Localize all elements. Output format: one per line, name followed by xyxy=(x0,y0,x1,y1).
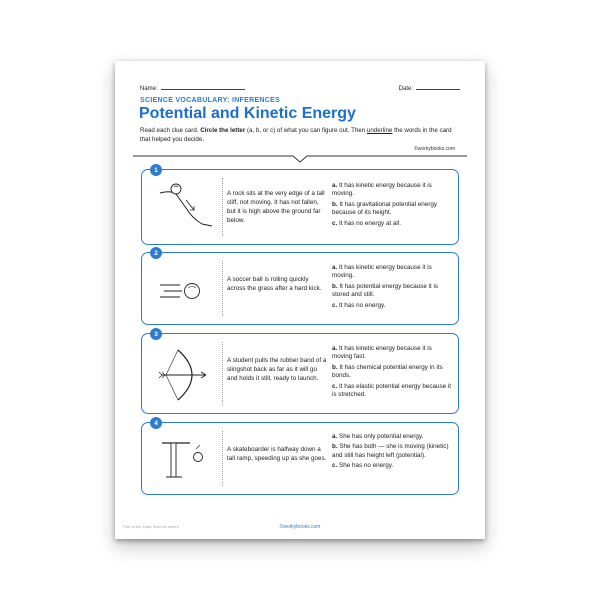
option-a[interactable] xyxy=(332,345,452,362)
option-letter: a. xyxy=(332,182,338,189)
option-text: It has kinetic energy because it is moving. xyxy=(332,182,432,198)
worksheet-title: Potential and Kinetic Energy xyxy=(139,105,356,122)
card-number-badge: 4 xyxy=(150,417,162,429)
option-text: She has no energy. xyxy=(339,462,394,470)
answer-options xyxy=(332,345,452,401)
option-text: It has kinetic energy because it is moving fast. xyxy=(332,345,432,361)
card-divider-line xyxy=(222,431,223,486)
card-number-badge: 3 xyxy=(150,328,162,340)
instructions xyxy=(140,126,462,144)
instructions-text-1: Read each clue card. xyxy=(140,127,201,134)
option-letter: b. xyxy=(332,200,338,208)
option-text: It has kinetic energy because it is moving. xyxy=(332,264,432,280)
series-note: Part of the Daily Science series xyxy=(123,524,179,529)
option-letter: b. xyxy=(332,443,338,451)
clue-text: A soccer ball is rolling quickly across the grass after a hard kick. xyxy=(227,276,322,292)
card-divider-line xyxy=(222,178,223,236)
option-b[interactable] xyxy=(332,443,452,460)
instructions-bold: Circle the letter xyxy=(200,127,246,134)
ball-on-cliff-icon xyxy=(156,180,216,235)
clue-card-3 xyxy=(141,330,459,414)
option-letter: a. xyxy=(332,433,338,440)
option-c[interactable] xyxy=(332,383,452,400)
ramp-ball-icon xyxy=(156,435,216,485)
instructions-underline: underline xyxy=(366,127,393,134)
instructions-text-2: (a, b, or c) of what you can figure out. Then xyxy=(245,127,367,134)
clue-card-2 xyxy=(141,249,459,325)
option-b[interactable] xyxy=(332,283,452,300)
option-letter: c. xyxy=(332,219,338,227)
option-letter: b. xyxy=(332,282,338,290)
clue-text: A skateboarder is halfway down a tall ramp, speeding up as she goes. xyxy=(227,446,327,462)
date-blank[interactable] xyxy=(416,89,460,90)
option-a[interactable] xyxy=(332,433,452,441)
card-divider-line xyxy=(222,261,223,316)
name-blank[interactable] xyxy=(161,89,245,90)
option-text: It has no energy at all. xyxy=(339,219,401,227)
option-letter: c. xyxy=(332,462,338,470)
answer-options xyxy=(332,264,452,312)
card-number-badge: 2 xyxy=(150,247,162,259)
clue-card-1 xyxy=(141,166,459,245)
option-c[interactable] xyxy=(332,220,452,228)
instructions-text-3: the words in the card that helped you decide. xyxy=(140,127,452,143)
card-divider-line xyxy=(222,342,223,405)
date-field[interactable] xyxy=(399,86,460,92)
clue-text: A rock sits at the very edge of a tall cliff, not moving. It has not fallen, but it is high above the ground far below. xyxy=(227,190,325,224)
option-letter: c. xyxy=(332,301,338,309)
option-c[interactable] xyxy=(332,302,452,310)
answer-options xyxy=(332,433,452,473)
option-b[interactable] xyxy=(332,201,452,218)
option-text: It has no energy. xyxy=(339,301,386,309)
option-c[interactable] xyxy=(332,462,452,470)
option-a[interactable] xyxy=(332,182,452,199)
option-letter: b. xyxy=(332,363,338,371)
name-field[interactable] xyxy=(140,86,245,92)
worksheet-kicker: SCIENCE VOCABULARY: INFERENCES xyxy=(140,97,281,104)
card-number-badge: 1 xyxy=(150,164,162,176)
name-label: Name: xyxy=(140,86,158,92)
rolling-ball-icon xyxy=(156,271,216,311)
option-text: She has only potential energy. xyxy=(339,433,424,440)
option-b[interactable] xyxy=(332,364,452,381)
option-text: She has both — she is moving (kinetic) and still has height left (potential). xyxy=(332,443,449,459)
answer-options xyxy=(332,182,452,230)
option-letter: a. xyxy=(332,264,338,271)
option-text: It has potential energy because it is stored and still. xyxy=(332,282,439,299)
website-credit: ©workybooks.com xyxy=(414,146,455,152)
option-a[interactable] xyxy=(332,264,452,281)
bow-and-arrow-icon xyxy=(156,346,216,404)
section-divider xyxy=(133,153,467,163)
option-text: It has elastic potential energy because it is stretched. xyxy=(332,382,452,399)
clue-text: A student pulls the rubber band of a slingshot back as far as it will go and holds it still, ready to launch. xyxy=(227,357,327,382)
worksheet-page xyxy=(115,61,485,539)
option-text: It has chemical potential energy in its bonds. xyxy=(332,363,443,380)
option-letter: c. xyxy=(332,382,338,390)
clue-card-4 xyxy=(141,419,459,495)
option-text: It has gravitational potential energy because of its height. xyxy=(332,200,438,217)
date-label: Date: xyxy=(398,86,413,92)
footer-website: ©workybooks.com xyxy=(279,524,321,530)
option-letter: a. xyxy=(332,345,338,352)
